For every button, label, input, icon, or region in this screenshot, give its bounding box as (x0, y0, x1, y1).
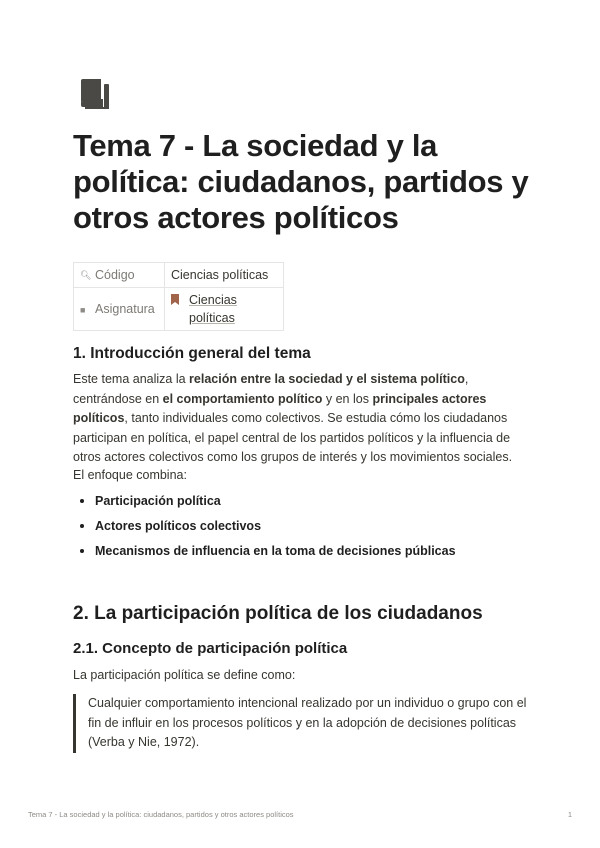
subsection-heading: 2.1. Concepto de participación política (73, 640, 348, 657)
property-value-asignatura[interactable] (165, 288, 284, 331)
enfoque-paragraph: El enfoque combina: (73, 468, 187, 482)
page-title: Tema 7 - La sociedad y la política: ciudadanos, partidos y otros actores políticos (73, 128, 529, 235)
list-item: Participación política (73, 492, 456, 517)
property-key-asignatura: ■ Asignatura (74, 288, 165, 331)
list-item: Mecanismos de influencia en la toma de decisiones públicas (73, 542, 456, 567)
property-value-codigo[interactable]: Ciencias políticas (165, 263, 284, 288)
property-row (74, 288, 284, 331)
intro-paragraph: Este tema analiza la relación entre la sociedad y el sistema político, centrándose en el comportamiento político y en los principales actores políticos, tanto individuales como colectivos. Se estudia cómo los ciudadanos participan en política, el papel central de los partidos políticos y la influencia de otros actores colectivos como los grupos de interés y los movimientos sociales. (73, 372, 513, 464)
section-heading: 2. La participación política de los ciudadanos (73, 603, 483, 624)
bookmark-icon (171, 294, 179, 305)
definition-intro: La participación política se define como: (73, 668, 296, 682)
footer-title: Tema 7 - La sociedad y la política: ciudadanos, partidos y otros actores políticos (28, 810, 294, 819)
search-icon: 🔍︎ (80, 270, 92, 281)
database-icon: ■ (80, 304, 86, 315)
book-icon (79, 78, 111, 110)
property-row (74, 263, 284, 288)
properties-table (73, 262, 284, 331)
definition-quote: Cualquier comportamiento intencional realizado por un individuo o grupo con el fin de influir en los procesos políticos y en la adopción de decisiones políticas (Verba y Nie, 1972). (73, 694, 538, 753)
property-key-codigo: 🔍︎ Código (74, 263, 165, 288)
section-heading: 1. Introducción general del tema (73, 345, 311, 362)
page-footer (28, 810, 572, 819)
bullet-list (73, 492, 456, 567)
page-number: 1 (567, 810, 572, 819)
relation-link[interactable]: Ciencias políticas (171, 291, 277, 327)
list-item: Actores políticos colectivos (73, 517, 456, 542)
